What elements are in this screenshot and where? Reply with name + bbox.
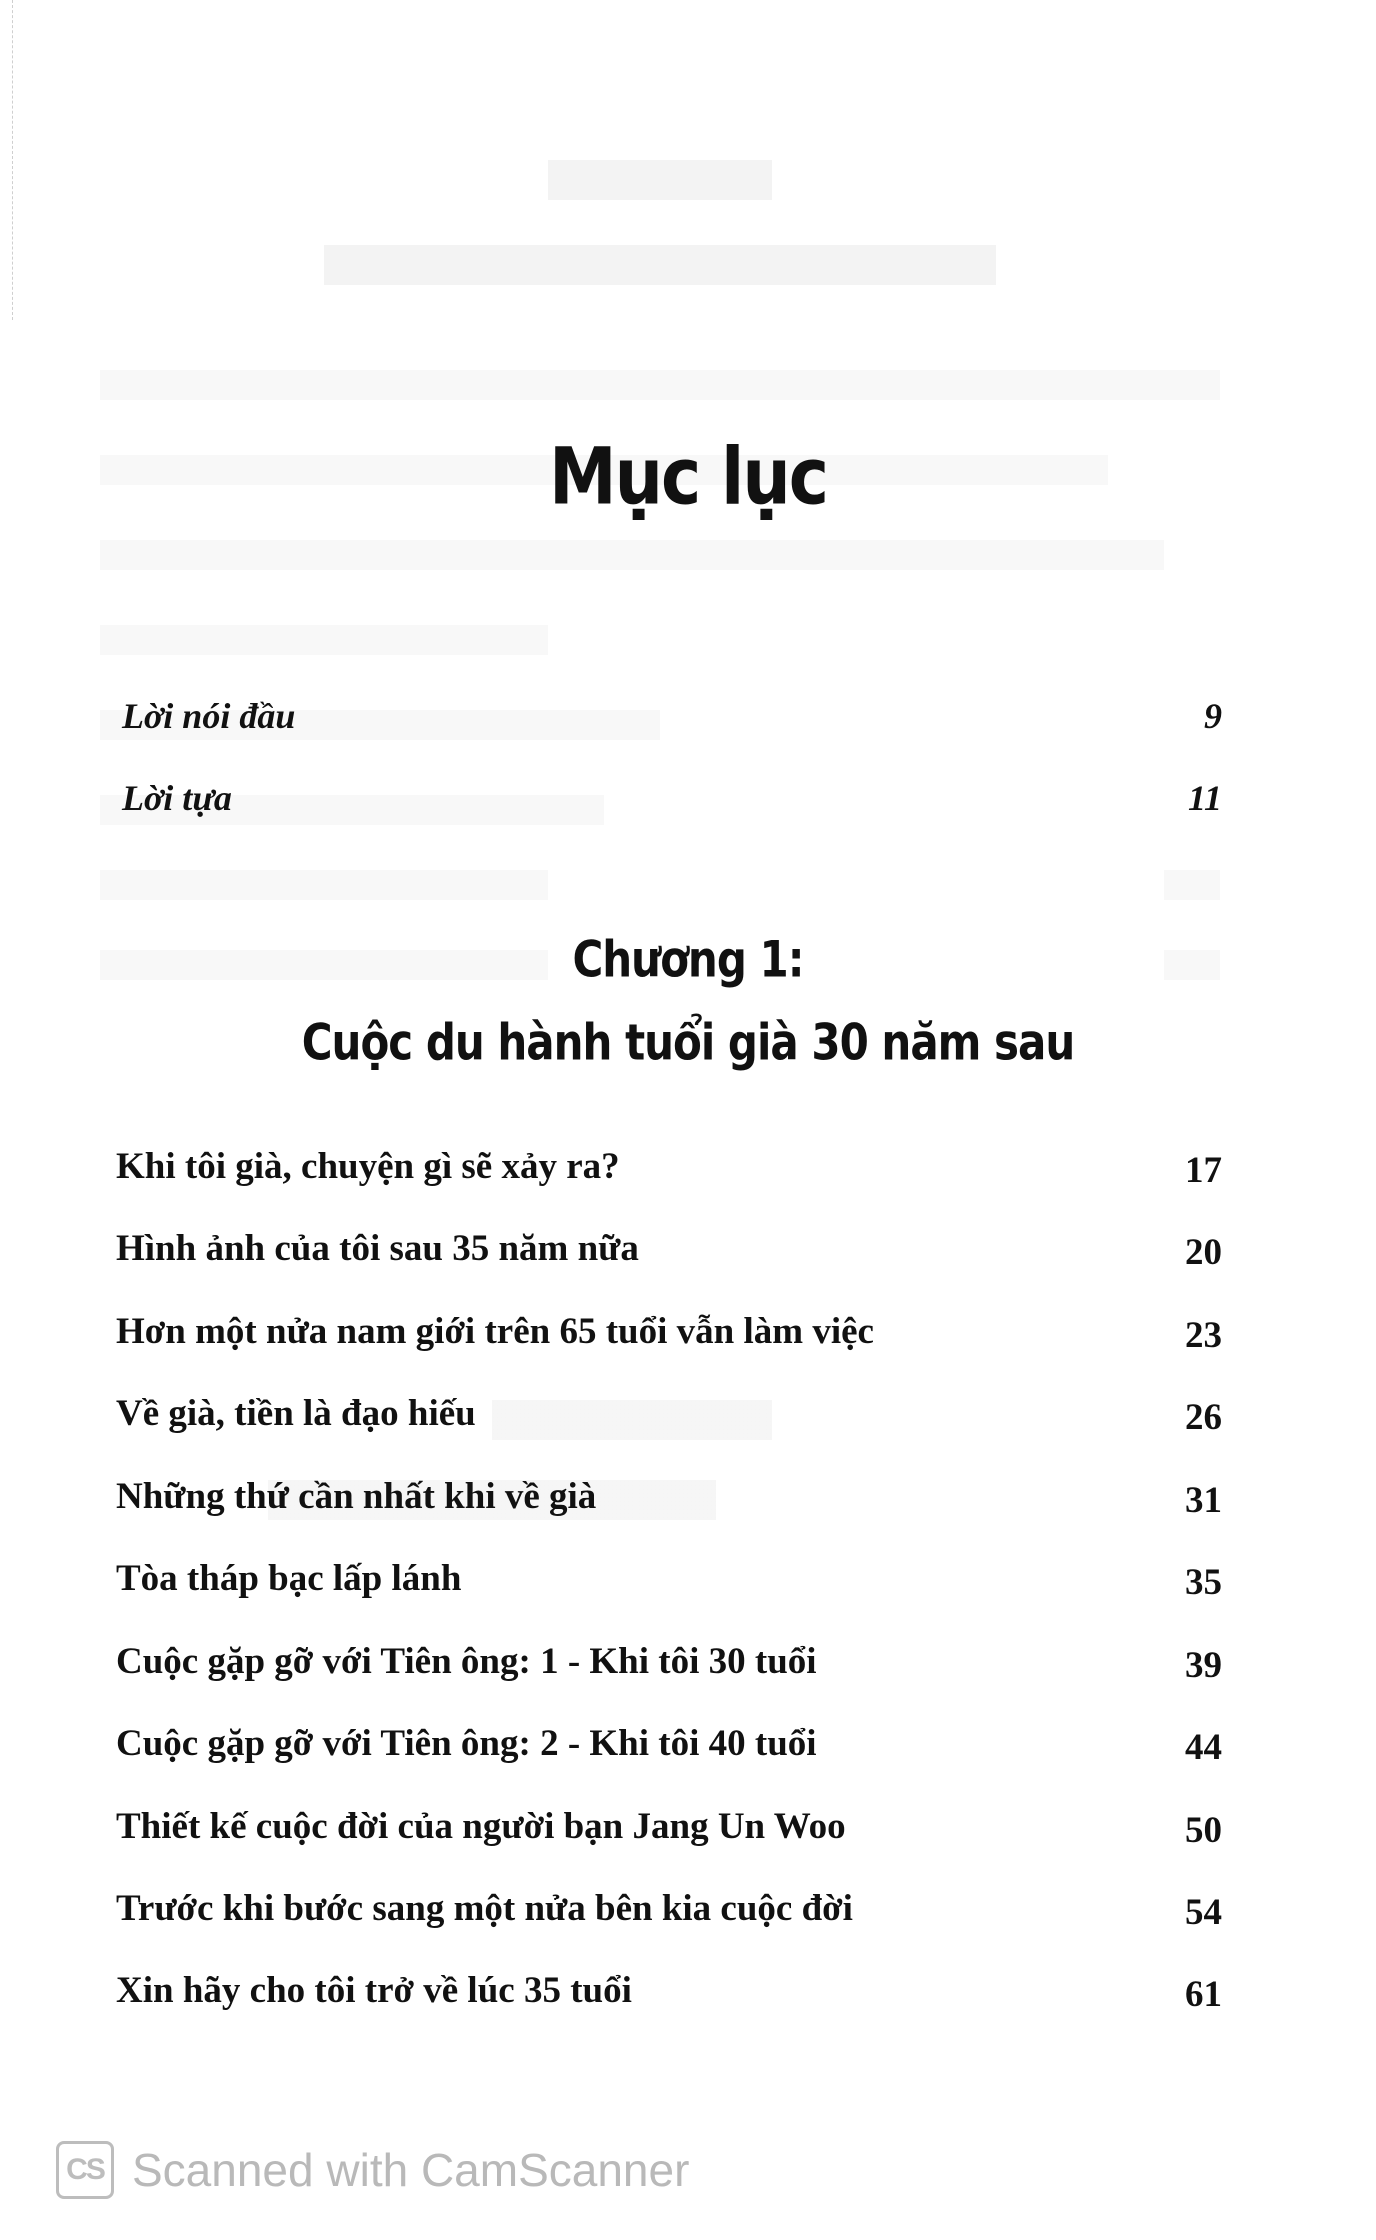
toc-entry-page: 44 bbox=[1185, 1727, 1222, 1768]
toc-entry bbox=[116, 1887, 1222, 1947]
toc-entry-title: Xin hãy cho tôi trở về lúc 35 tuổi bbox=[116, 1970, 632, 2011]
toc-entry-title: Khi tôi già, chuyện gì sẽ xảy ra? bbox=[116, 1146, 620, 1187]
bleed-through-line bbox=[100, 870, 1220, 900]
toc-entry-page: 23 bbox=[1185, 1315, 1222, 1356]
front-matter-row bbox=[122, 777, 1222, 837]
front-matter-page-number: 11 bbox=[1187, 778, 1222, 818]
toc-entry bbox=[116, 1145, 1222, 1205]
toc-entry-page: 39 bbox=[1185, 1645, 1222, 1686]
toc-entry-title: Những thứ cần nhất khi về già bbox=[116, 1476, 597, 1517]
toc-entry bbox=[116, 1557, 1222, 1617]
toc-entry bbox=[116, 1392, 1222, 1452]
front-matter-row bbox=[122, 695, 1222, 755]
toc-entry bbox=[116, 1722, 1222, 1782]
front-matter-page-number: 9 bbox=[1204, 696, 1222, 736]
toc-entry-title: Cuộc gặp gỡ với Tiên ông: 1 - Khi tôi 30 tuổi bbox=[116, 1641, 817, 1682]
toc-entry bbox=[116, 1475, 1222, 1535]
camscanner-logo-icon: CS bbox=[56, 2141, 114, 2199]
page-title: Mục lục bbox=[548, 432, 828, 523]
toc-entry-title: Tòa tháp bạc lấp lánh bbox=[116, 1558, 462, 1599]
toc-entry-title: Hơn một nửa nam giới trên 65 tuổi vẫn làm việc bbox=[116, 1311, 874, 1352]
toc-entry bbox=[116, 1227, 1222, 1287]
toc-entry-page: 35 bbox=[1185, 1562, 1222, 1603]
bleed-through-line bbox=[100, 540, 1220, 570]
front-matter-label: Lời tựa bbox=[122, 778, 232, 818]
toc-entry-page: 50 bbox=[1185, 1810, 1222, 1851]
chapter-title: Cuộc du hành tuổi già 30 năm sau bbox=[301, 1013, 1075, 1072]
bleed-through-line bbox=[100, 625, 1220, 655]
toc-entry-page: 61 bbox=[1185, 1974, 1222, 2015]
front-matter-label: Lời nói đầu bbox=[122, 696, 296, 736]
bleed-through-line bbox=[100, 160, 1220, 200]
camscanner-watermark bbox=[56, 2138, 689, 2202]
toc-entry-page: 17 bbox=[1185, 1150, 1222, 1191]
toc-entry-title: Hình ảnh của tôi sau 35 năm nữa bbox=[116, 1228, 639, 1269]
bleed-through-line bbox=[100, 245, 1220, 285]
toc-entry bbox=[116, 1805, 1222, 1865]
toc-entry bbox=[116, 1640, 1222, 1700]
toc-entry-title: Thiết kế cuộc đời của người bạn Jang Un Woo bbox=[116, 1806, 846, 1847]
watermark-text: Scanned with CamScanner bbox=[132, 2144, 690, 2196]
bleed-through-line bbox=[100, 370, 1220, 400]
toc-entry bbox=[116, 1310, 1222, 1370]
toc-entry-title: Cuộc gặp gỡ với Tiên ông: 2 - Khi tôi 40 tuổi bbox=[116, 1723, 817, 1764]
toc-entry-title: Trước khi bước sang một nửa bên kia cuộc đời bbox=[116, 1888, 853, 1929]
page-edge bbox=[0, 0, 13, 320]
toc-entry-page: 26 bbox=[1185, 1397, 1222, 1438]
toc-entry-page: 20 bbox=[1185, 1232, 1222, 1273]
toc-entry bbox=[116, 1969, 1222, 2029]
toc-entry-page: 31 bbox=[1185, 1480, 1222, 1521]
chapter-number: Chương 1: bbox=[572, 930, 804, 989]
toc-entry-page: 54 bbox=[1185, 1892, 1222, 1933]
toc-entry-title: Về già, tiền là đạo hiếu bbox=[116, 1393, 476, 1434]
